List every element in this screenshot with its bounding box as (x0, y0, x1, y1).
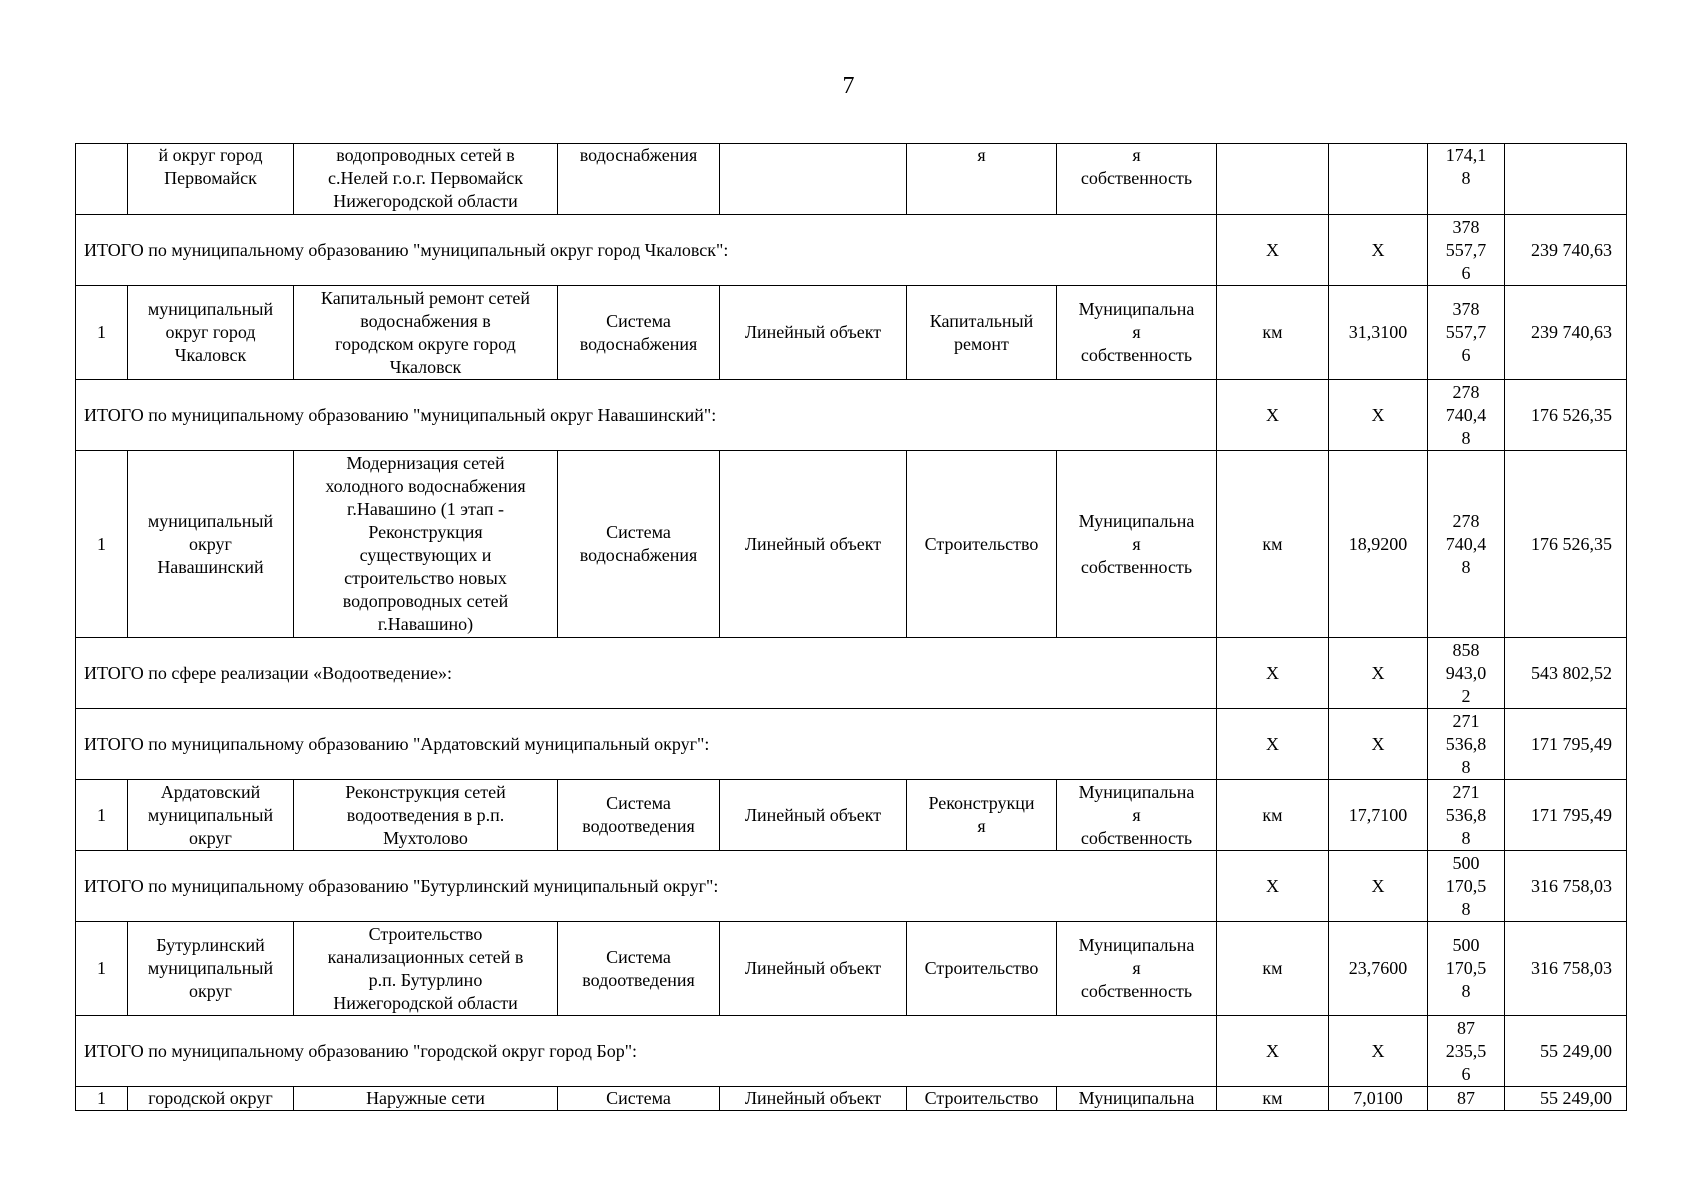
cell-cost-text: 378 557,7 6 (1445, 299, 1487, 365)
cell-ownership-text: Муниципальна я собственность (1078, 510, 1195, 577)
table-body (76, 144, 1627, 1111)
total-label-text: ИТОГО по муниципальному образованию "муниципальный округ город Чкаловск": (84, 239, 729, 260)
cell-length (1329, 144, 1428, 215)
cell-cost (1428, 451, 1505, 638)
cell-project-name-text: Наружные сети (366, 1088, 485, 1108)
cell-number (76, 1087, 128, 1111)
cell-system-text: Система водоотведения (582, 793, 695, 836)
cell-project-name (294, 922, 558, 1016)
cell-subsidy (1505, 922, 1627, 1016)
cell-unit-text: км (1262, 1088, 1283, 1108)
cell-cost-text: 500 170,5 8 (1445, 852, 1487, 919)
cell-length (1329, 215, 1428, 286)
cell-unit (1217, 1016, 1329, 1087)
cell-subsidy (1505, 638, 1627, 709)
cell-ownership (1057, 286, 1217, 380)
cell-unit (1217, 286, 1329, 380)
cell-district-text: й округ город Первомайск (158, 145, 263, 188)
cell-subsidy-text: 176 526,35 (1531, 404, 1612, 425)
cell-object-type-text: Линейный объект (744, 958, 882, 978)
cell-unit-text: X (1266, 733, 1279, 754)
cell-cost-text: 278 740,4 8 (1445, 510, 1487, 577)
cell-cost (1428, 1087, 1505, 1111)
cell-object-type-text: Линейный объект (744, 1088, 882, 1108)
cell-number-text: 1 (97, 1088, 106, 1108)
cell-system (558, 451, 720, 638)
cell-unit-text: X (1266, 875, 1279, 896)
cell-unit (1217, 144, 1329, 215)
cell-number (76, 286, 128, 380)
cell-number-text: 1 (97, 533, 106, 554)
cell-system-text: водоснабжения (579, 145, 698, 165)
cell-subsidy (1505, 1087, 1627, 1111)
cell-object-type-text: Линейный объект (744, 533, 882, 554)
cell-unit-text: км (1262, 958, 1283, 978)
cell-system-text: Система водоснабжения (579, 522, 698, 565)
cell-length (1329, 709, 1428, 780)
cell-project-name-text: Реконструкция сетей водоотведения в р.п. Мухтолово (345, 781, 506, 848)
total-label (76, 1016, 1217, 1087)
cell-number (76, 922, 128, 1016)
cell-work-type (907, 780, 1057, 851)
cell-project-name-text: Строительство канализационных сетей в р.п. Бутурлино Нижегородской области (327, 923, 524, 1013)
cell-work-type (907, 286, 1057, 380)
cell-subsidy-text: 55 249,00 (1540, 1040, 1612, 1061)
cell-object-type (720, 780, 907, 851)
total-label-text: ИТОГО по муниципальному образованию "муниципальный округ Навашинский": (84, 404, 717, 425)
cell-unit (1217, 451, 1329, 638)
cell-length-text: 18,9200 (1348, 533, 1408, 554)
cell-project-name (294, 144, 558, 215)
cell-system (558, 780, 720, 851)
cell-work-type-text: я (977, 145, 986, 165)
cell-subsidy (1505, 380, 1627, 451)
cell-subsidy (1505, 286, 1627, 380)
cell-length (1329, 922, 1428, 1016)
cell-subsidy (1505, 851, 1627, 922)
cell-subsidy-text: 55 249,00 (1540, 1088, 1612, 1108)
cell-ownership (1057, 1087, 1217, 1111)
cell-unit-text: X (1266, 1040, 1279, 1061)
cell-subsidy-text: 316 758,03 (1531, 875, 1612, 896)
table-row (76, 780, 1627, 851)
cell-system (558, 144, 720, 215)
cell-cost (1428, 144, 1505, 215)
cell-subsidy (1505, 780, 1627, 851)
total-row (76, 1016, 1627, 1087)
cell-subsidy (1505, 1016, 1627, 1087)
cell-ownership (1057, 451, 1217, 638)
cell-system (558, 1087, 720, 1111)
total-row (76, 709, 1627, 780)
cell-subsidy-text: 176 526,35 (1531, 533, 1612, 554)
cell-cost (1428, 286, 1505, 380)
cell-system (558, 922, 720, 1016)
cell-unit (1217, 709, 1329, 780)
cell-ownership-text: Муниципальна я собственность (1078, 781, 1195, 848)
total-label-text: ИТОГО по сфере реализации «Водоотведение»: (84, 662, 452, 683)
cell-ownership-text: Муниципальна я собственность (1078, 299, 1195, 365)
cell-district-text: муниципальный округ город Чкаловск (147, 299, 274, 365)
cell-unit (1217, 851, 1329, 922)
cell-length-text: 23,7600 (1348, 958, 1408, 978)
total-label-text: ИТОГО по муниципальному образованию "городской округ город Бор": (84, 1040, 638, 1061)
cell-cost-text: 87 (1457, 1088, 1475, 1108)
cell-project-name-text: Модернизация сетей холодного водоснабжения г.Навашино (1 этап - Реконструкция существующих и строительство новых водопроводных сетей г.Навашино) (325, 453, 526, 634)
cell-work-type (907, 922, 1057, 1016)
cell-district-text: городской округ (148, 1088, 273, 1108)
cell-unit-text: X (1266, 662, 1279, 683)
cell-number-text: 1 (97, 804, 106, 825)
cell-length-text: X (1371, 733, 1385, 754)
cell-work-type-text: Строительство (924, 1088, 1039, 1108)
cell-object-type (720, 286, 907, 380)
cell-length (1329, 851, 1428, 922)
total-label (76, 709, 1217, 780)
cell-district-text: муниципальный округ Навашинский (147, 510, 274, 577)
total-label (76, 851, 1217, 922)
cell-project-name (294, 451, 558, 638)
table-row (76, 1087, 1627, 1111)
cell-number (76, 780, 128, 851)
cell-length (1329, 1087, 1428, 1111)
cell-length (1329, 638, 1428, 709)
cell-length-text: X (1371, 662, 1385, 683)
cell-number (76, 451, 128, 638)
cell-ownership (1057, 144, 1217, 215)
cell-unit-text: км (1262, 322, 1283, 342)
table-row (76, 144, 1627, 215)
cell-subsidy (1505, 451, 1627, 638)
cell-unit-text: X (1266, 404, 1279, 425)
total-label (76, 638, 1217, 709)
cell-length-text: 17,7100 (1348, 804, 1408, 825)
cell-cost (1428, 851, 1505, 922)
cell-project-name (294, 1087, 558, 1111)
cell-subsidy-text: 171 795,49 (1531, 804, 1612, 825)
cell-length-text: 31,3100 (1348, 322, 1408, 342)
cell-object-type (720, 922, 907, 1016)
total-row (76, 215, 1627, 286)
cell-unit (1217, 380, 1329, 451)
cell-cost-text: 500 170,5 8 (1445, 935, 1487, 1001)
cell-length-text: X (1371, 404, 1385, 425)
cell-object-type (720, 144, 907, 215)
cell-ownership (1057, 780, 1217, 851)
cell-object-type-text: Линейный объект (744, 322, 882, 342)
total-row (76, 851, 1627, 922)
table-row (76, 922, 1627, 1016)
cell-project-name-text: водопроводных сетей в с.Нелей г.о.г. Первомайск Нижегородской области (328, 145, 523, 211)
cell-work-type-text: Строительство (924, 533, 1039, 554)
cell-ownership-text: я собственность (1080, 145, 1193, 188)
cell-system-text: Система водоотведения (582, 946, 695, 990)
cell-ownership-text: Муниципальна я собственность (1078, 935, 1195, 1001)
cell-cost (1428, 215, 1505, 286)
cell-cost-text: 378 557,7 6 (1445, 216, 1487, 283)
cell-cost-text: 87 235,5 6 (1445, 1017, 1487, 1084)
cell-district (128, 286, 294, 380)
cell-unit (1217, 1087, 1329, 1111)
total-row (76, 638, 1627, 709)
cell-subsidy-text: 543 802,52 (1531, 662, 1612, 683)
projects-table (75, 143, 1627, 1111)
cell-system-text: Система водоснабжения (579, 310, 698, 354)
cell-system-text: Система (606, 1088, 671, 1108)
cell-cost (1428, 638, 1505, 709)
cell-number (76, 144, 128, 215)
cell-subsidy-text: 239 740,63 (1531, 322, 1612, 342)
cell-district (128, 1087, 294, 1111)
total-row (76, 380, 1627, 451)
cell-unit-text: X (1266, 239, 1279, 260)
cell-length-text: X (1371, 875, 1385, 896)
cell-length-text: 7,0100 (1353, 1088, 1403, 1108)
cell-subsidy (1505, 215, 1627, 286)
cell-unit (1217, 780, 1329, 851)
cell-subsidy (1505, 144, 1627, 215)
cell-subsidy-text: 239 740,63 (1531, 239, 1612, 260)
cell-cost (1428, 780, 1505, 851)
cell-unit (1217, 922, 1329, 1016)
cell-unit (1217, 638, 1329, 709)
cell-length-text: X (1371, 239, 1385, 260)
total-label-text: ИТОГО по муниципальному образованию "Ардатовский муниципальный округ": (84, 733, 710, 754)
cell-object-type (720, 1087, 907, 1111)
cell-cost-text: 271 536,8 8 (1445, 710, 1487, 777)
total-label (76, 380, 1217, 451)
cell-system (558, 286, 720, 380)
cell-project-name-text: Капитальный ремонт сетей водоснабжения в городском округе город Чкаловск (320, 287, 531, 377)
page-number: 7 (842, 73, 855, 99)
cell-work-type-text: Капитальный ремонт (929, 310, 1034, 354)
cell-unit (1217, 215, 1329, 286)
cell-district (128, 922, 294, 1016)
cell-district-text: Бутурлинский муниципальный округ (147, 935, 274, 1001)
cell-subsidy (1505, 709, 1627, 780)
cell-district (128, 144, 294, 215)
cell-cost (1428, 922, 1505, 1016)
cell-length (1329, 380, 1428, 451)
cell-object-type (720, 451, 907, 638)
cell-project-name (294, 780, 558, 851)
cell-work-type (907, 1087, 1057, 1111)
cell-cost-text: 858 943,0 2 (1445, 639, 1487, 706)
cell-object-type-text: Линейный объект (744, 804, 882, 825)
cell-subsidy-text: 316 758,03 (1531, 958, 1612, 978)
cell-cost-text: 278 740,4 8 (1445, 381, 1487, 448)
cell-cost-text: 271 536,8 8 (1445, 781, 1487, 848)
cell-cost (1428, 1016, 1505, 1087)
cell-unit-text: км (1262, 804, 1283, 825)
cell-project-name (294, 286, 558, 380)
cell-subsidy-text: 171 795,49 (1531, 733, 1612, 754)
cell-number-text: 1 (97, 958, 106, 978)
cell-length (1329, 780, 1428, 851)
cell-ownership (1057, 922, 1217, 1016)
total-label (76, 215, 1217, 286)
total-label-text: ИТОГО по муниципальному образованию "Бутурлинский муниципальный округ": (84, 875, 719, 896)
cell-cost-text: 174,1 8 (1445, 145, 1487, 188)
cell-cost (1428, 709, 1505, 780)
table-row (76, 451, 1627, 638)
cell-length (1329, 1016, 1428, 1087)
cell-ownership-text: Муниципальна (1078, 1088, 1195, 1108)
cell-work-type-text: Строительство (924, 958, 1039, 978)
table-row (76, 286, 1627, 380)
cell-cost (1428, 380, 1505, 451)
cell-work-type (907, 451, 1057, 638)
cell-length-text: X (1371, 1040, 1385, 1061)
cell-number-text: 1 (97, 322, 106, 342)
cell-work-type (907, 144, 1057, 215)
cell-district (128, 780, 294, 851)
cell-district-text: Ардатовский муниципальный округ (147, 781, 274, 848)
cell-unit-text: км (1262, 533, 1283, 554)
cell-district (128, 451, 294, 638)
cell-length (1329, 451, 1428, 638)
cell-work-type-text: Реконструкци я (928, 793, 1035, 836)
cell-length (1329, 286, 1428, 380)
